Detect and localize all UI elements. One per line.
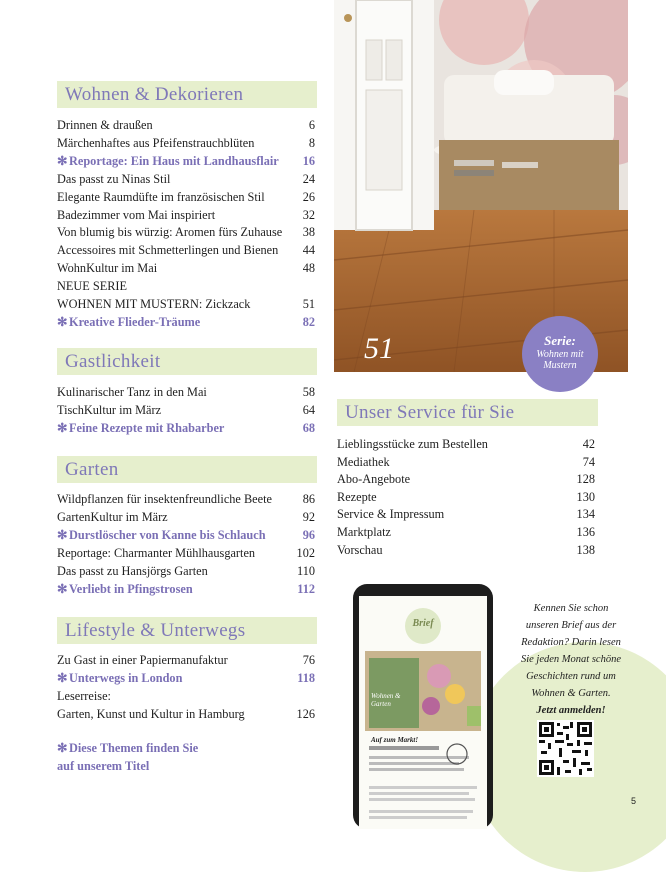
- toc-entry-page: 68: [302, 420, 315, 435]
- toc-entry: [57, 402, 315, 420]
- toc-entry-label: [57, 420, 224, 438]
- toc-entry: [57, 652, 315, 670]
- newsletter-line2: unseren Brief aus der: [525, 620, 617, 631]
- toc-entry: [57, 278, 315, 296]
- toc-entry-page: 26: [302, 189, 315, 204]
- toc-entry: [57, 420, 315, 438]
- toc-entry-label: [57, 706, 245, 724]
- toc-entry-page: 112: [297, 581, 315, 596]
- toc-entry: [337, 454, 595, 472]
- star-icon: ✻: [57, 314, 68, 329]
- star-icon: ✻: [57, 581, 68, 596]
- star-icon: ✻: [57, 153, 68, 168]
- toc-entry-page: 48: [302, 261, 315, 276]
- toc-entry-text: NEUE SERIE: [57, 279, 128, 294]
- toc-entry-text: Drinnen & draußen: [57, 118, 153, 132]
- smartphone: [353, 584, 493, 829]
- toc-entry-label: [57, 384, 207, 402]
- star-icon: ✻: [57, 741, 68, 755]
- toc-entry-text: Lieblingsstücke zum Bestellen: [337, 437, 488, 451]
- toc-entry-label: [57, 509, 168, 527]
- toc-entry-label: [337, 542, 383, 560]
- toc-entry-label: [57, 581, 193, 599]
- toc-entry-label: [57, 224, 282, 242]
- toc-entry-text: Unterwegs in London: [69, 670, 183, 685]
- toc-gastlichkeit: [57, 384, 315, 438]
- toc-entry-label: [337, 436, 488, 454]
- toc-entry-page: 38: [302, 225, 315, 240]
- toc-entry-page: 86: [302, 492, 315, 506]
- badge-line2: Mustern: [543, 360, 577, 371]
- toc-entry-text: Das passt zu Ninas Stil: [57, 171, 171, 186]
- toc-entry-label: [337, 506, 444, 524]
- toc-entry-page: 74: [582, 454, 595, 469]
- toc-entry-text: WohnKultur im Mai: [57, 261, 158, 276]
- toc-entry: [57, 135, 315, 153]
- toc-entry-page: 51: [302, 297, 315, 312]
- toc-entry-page: 136: [576, 524, 595, 539]
- series-badge: [522, 316, 598, 392]
- photo-page-number: 51: [364, 332, 394, 365]
- toc-entry: [57, 153, 315, 171]
- toc-entry-page: 16: [302, 153, 315, 168]
- toc-garten: [57, 491, 315, 598]
- toc-entry: [57, 260, 315, 278]
- toc-entry-page: [293, 278, 315, 296]
- toc-entry: [57, 384, 315, 402]
- toc-entry-page: 130: [576, 489, 595, 504]
- toc-entry-label: [57, 402, 161, 420]
- phone-cover-label: Wohnen & Garten: [371, 692, 401, 708]
- toc-entry-page: 138: [576, 542, 595, 557]
- section-title-lifestyle: Lifestyle & Unterwegs: [57, 617, 317, 644]
- toc-entry: [57, 207, 315, 225]
- toc-entry-text: Kulinarischer Tanz in den Mai: [57, 385, 207, 399]
- footnote-line2: auf unserem Titel: [57, 758, 150, 773]
- toc-entry: [57, 706, 315, 724]
- toc-entry-page: 128: [576, 472, 595, 487]
- footnote: [57, 740, 257, 776]
- newsletter-line3: Redaktion? Darin lesen: [521, 637, 621, 648]
- toc-entry-text: Badezimmer vom Mai inspiriert: [57, 207, 216, 222]
- toc-entry-page: 118: [297, 670, 315, 685]
- newsletter-preview: [359, 596, 487, 829]
- phone-headline: Auf zum Markt!: [371, 736, 419, 744]
- toc-entry-label: [57, 171, 170, 189]
- toc-entry: [57, 296, 315, 314]
- toc-entry-label: [337, 454, 390, 472]
- star-icon: ✻: [57, 670, 68, 685]
- toc-entry-text: Verliebt in Pfingstrosen: [69, 581, 193, 596]
- toc-entry-page: 58: [302, 385, 315, 399]
- toc-entry-text: TischKultur im März: [57, 402, 162, 417]
- toc-entry-label: [57, 207, 215, 225]
- toc-entry-page: 64: [302, 402, 315, 417]
- toc-entry-text: Accessoires mit Schmetterlingen und Bienen: [57, 243, 279, 258]
- toc-entry-text: Von blumig bis würzig: Aromen fürs Zuhause: [57, 225, 283, 240]
- toc-entry-text: Wildpflanzen für insektenfreundliche Beete: [57, 492, 272, 506]
- toc-entry-label: [57, 153, 279, 171]
- bedroom-photo: [334, 0, 628, 372]
- qr-code-icon: [537, 720, 594, 777]
- newsletter-cta[interactable]: Jetzt anmelden!: [536, 705, 606, 716]
- toc-entry: [337, 542, 595, 560]
- section-title-garten: Garten: [57, 456, 317, 483]
- toc-entry-page: 8: [308, 135, 315, 150]
- toc-entry: [57, 581, 315, 599]
- toc-entry-page: 134: [576, 507, 595, 522]
- toc-entry-page: 96: [302, 527, 315, 542]
- toc-entry: [337, 524, 595, 542]
- toc-entry-label: [57, 652, 228, 670]
- star-icon: ✻: [57, 527, 68, 542]
- bedroom-illustration: [334, 0, 628, 372]
- toc-service: [337, 436, 595, 559]
- toc-entry: [337, 506, 595, 524]
- toc-entry-text: Elegante Raumdüfte im französischen Stil: [57, 189, 265, 204]
- toc-entry-label: [57, 491, 272, 509]
- toc-entry-label: [57, 670, 182, 688]
- toc-entry: [57, 314, 315, 332]
- toc-entry-text: GartenKultur im März: [57, 509, 168, 524]
- section-title-gastlichkeit: Gastlichkeit: [57, 348, 317, 375]
- page-number: 5: [631, 796, 637, 806]
- toc-entry-page: 82: [302, 314, 315, 329]
- newsletter-line1: Kennen Sie schon: [533, 603, 609, 614]
- toc-entry: [337, 489, 595, 507]
- toc-entry-page: 6: [308, 118, 315, 132]
- toc-entry-page: 42: [582, 437, 595, 451]
- toc-entry-text: Reportage: Charmanter Mühlhausgarten: [57, 545, 256, 560]
- toc-entry-text: Service & Impressum: [337, 507, 445, 522]
- toc-entry: [57, 509, 315, 527]
- toc-entry-text: Leserreise:: [57, 688, 111, 703]
- phone-logo: Brief: [412, 618, 434, 629]
- toc-entry: [57, 491, 315, 509]
- phone-screen: [359, 596, 487, 829]
- toc-entry-label: [57, 135, 254, 153]
- toc-entry-page: 92: [302, 509, 315, 524]
- toc-entry-text: WOHNEN MIT MUSTERN: Zickzack: [57, 297, 251, 312]
- toc-entry-text: Das passt zu Hansjörgs Garten: [57, 563, 208, 578]
- badge-title: Serie:: [544, 333, 576, 348]
- toc-entry-label: [57, 117, 153, 135]
- section-title-wohnen: Wohnen & Dekorieren: [57, 81, 317, 108]
- toc-entry-text: Märchenhaftes aus Pfeifenstrauchblüten: [57, 135, 255, 150]
- toc-entry-page: 44: [302, 243, 315, 258]
- toc-entry-label: [57, 688, 111, 706]
- toc-entry-text: Kreative Flieder-Träume: [69, 314, 201, 329]
- toc-entry-label: [57, 563, 208, 581]
- toc-entry: [57, 688, 315, 706]
- toc-entry-text: Reportage: Ein Haus mit Landhausflair: [69, 153, 279, 168]
- toc-entry: [57, 117, 315, 135]
- toc-entry-text: Vorschau: [337, 542, 383, 557]
- toc-entry: [57, 242, 315, 260]
- toc-entry: [57, 545, 315, 563]
- toc-lifestyle: [57, 652, 315, 724]
- qr-code[interactable]: [537, 720, 594, 777]
- toc-entry-text: Rezepte: [337, 489, 377, 504]
- toc-entry: [57, 224, 315, 242]
- toc-entry-label: [57, 314, 200, 332]
- toc-entry-text: Zu Gast in einer Papiermanufaktur: [57, 653, 228, 667]
- toc-entry-label: [57, 242, 278, 260]
- toc-entry-text: Garten, Kunst und Kultur in Hamburg: [57, 706, 245, 721]
- newsletter-line4: Sie jeden Monat schöne: [520, 654, 621, 665]
- toc-entry-page: 102: [296, 545, 315, 560]
- section-title-service: Unser Service für Sie: [337, 399, 598, 426]
- toc-entry: [57, 670, 315, 688]
- toc-entry-label: [57, 278, 127, 296]
- toc-entry-label: [57, 296, 250, 314]
- toc-entry: [57, 563, 315, 581]
- newsletter-text: [506, 600, 636, 719]
- star-icon: ✻: [57, 420, 68, 435]
- toc-wohnen: [57, 117, 315, 332]
- toc-entry-label: [337, 471, 410, 489]
- toc-entry-text: Abo-Angebote: [337, 472, 411, 487]
- toc-entry-page: 24: [302, 171, 315, 186]
- toc-entry: [57, 189, 315, 207]
- toc-entry-label: [57, 527, 266, 545]
- toc-entry-text: Feine Rezepte mit Rhabarber: [69, 420, 225, 435]
- toc-entry: [337, 471, 595, 489]
- toc-entry-label: [57, 545, 255, 563]
- toc-entry-page: 32: [302, 207, 315, 222]
- toc-entry-label: [57, 189, 265, 207]
- toc-entry-page: 110: [297, 563, 315, 578]
- toc-entry-label: [337, 524, 391, 542]
- toc-entry: [337, 436, 595, 454]
- toc-entry-text: Durstlöscher von Kanne bis Schlauch: [69, 527, 266, 542]
- toc-entry: [57, 527, 315, 545]
- badge-line1: Wohnen mit: [536, 349, 584, 360]
- toc-entry-label: [337, 489, 377, 507]
- footnote-line1: Diese Themen finden Sie: [69, 741, 199, 755]
- toc-entry: [57, 171, 315, 189]
- toc-entry-page: 76: [302, 653, 315, 667]
- toc-entry-page: [293, 688, 315, 706]
- toc-entry-label: [57, 260, 157, 278]
- toc-entry-text: Mediathek: [337, 454, 390, 469]
- newsletter-line6: Wohnen & Garten.: [531, 688, 611, 699]
- toc-entry-page: 126: [296, 706, 315, 721]
- toc-entry-text: Marktplatz: [337, 524, 391, 539]
- newsletter-line5: Geschichten rund um: [526, 671, 616, 682]
